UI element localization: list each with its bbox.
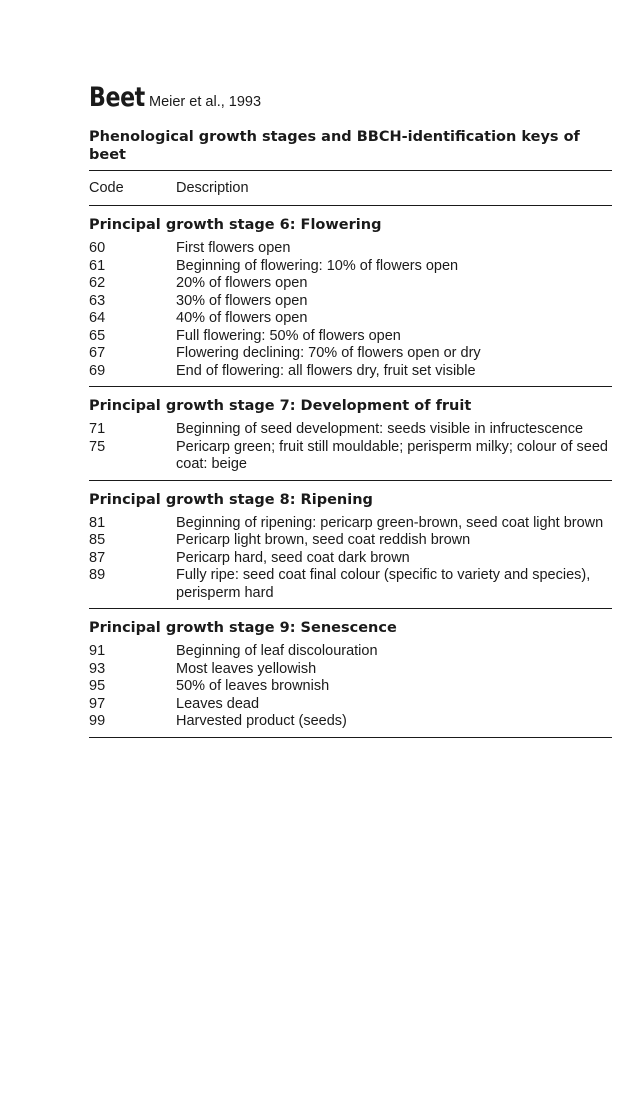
- stage-rows: [89, 240, 612, 386]
- stage-code: 60: [89, 240, 106, 256]
- title-line: [89, 82, 612, 118]
- stage-description: Beginning of seed development: seeds visible in infructescence: [176, 421, 584, 437]
- table-row: [89, 550, 612, 568]
- crop-name: Beet: [89, 82, 145, 113]
- code-column-header: Code: [89, 180, 124, 196]
- section-divider: [89, 205, 612, 206]
- table-header: [89, 171, 612, 205]
- stage-description: Leaves dead: [176, 695, 260, 712]
- stage-code: 97: [89, 695, 106, 712]
- stage-description: Full flowering: 50% of flowers open: [176, 327, 401, 344]
- description-column-header: Description: [176, 180, 249, 196]
- stage-description: 50% of leaves brownish: [176, 678, 330, 694]
- stage-description: 40% of flowers open: [176, 310, 308, 326]
- stage-code: 89: [89, 567, 106, 583]
- stage-description: Beginning of flowering: 10% of flowers open: [176, 257, 459, 274]
- stage-description: Pericarp green; fruit still mouldable; perisperm milky; colour of seed coat: beige: [176, 438, 608, 472]
- stage-code: 65: [89, 327, 106, 344]
- table-row: [89, 532, 612, 550]
- table-row: [89, 439, 612, 474]
- table-row: [89, 345, 612, 363]
- stage-code: 85: [89, 532, 106, 548]
- table-row: [89, 258, 612, 276]
- stage-code: 81: [89, 514, 106, 531]
- table-row: [89, 363, 612, 381]
- stage-description: Beginning of leaf discolouration: [176, 643, 378, 659]
- stage-code: 62: [89, 275, 106, 291]
- table-row: [89, 328, 612, 346]
- stage-code: 91: [89, 643, 106, 659]
- stage-code: 69: [89, 362, 106, 379]
- stage-description: Flowering declining: 70% of flowers open or dry: [176, 345, 481, 361]
- stage-code: 75: [89, 438, 106, 455]
- bottom-divider: [89, 737, 612, 738]
- section-divider: [89, 608, 612, 609]
- table-row: [89, 275, 612, 293]
- stage-code: 61: [89, 257, 106, 274]
- stage-heading: Principal growth stage 9: Senescence: [89, 620, 397, 636]
- stage-description: First flowers open: [176, 240, 291, 256]
- table-row: [89, 567, 612, 602]
- stage-code: 95: [89, 678, 106, 694]
- table-row: [89, 515, 612, 533]
- stage-description: Pericarp hard, seed coat dark brown: [176, 549, 410, 566]
- stage-code: 63: [89, 292, 106, 309]
- table-row: [89, 678, 612, 696]
- stage-code: 99: [89, 713, 106, 729]
- reference: Meier et al., 1993: [149, 94, 262, 110]
- section-divider: [89, 480, 612, 481]
- stage-heading: Principal growth stage 7: Development of fruit: [89, 398, 472, 414]
- section-divider: [89, 386, 612, 387]
- stage-heading: Principal growth stage 6: Flowering: [89, 217, 382, 233]
- table-row: [89, 696, 612, 714]
- stage-description: Harvested product (seeds): [176, 713, 347, 729]
- stage-description: Fully ripe: seed coat final colour (specific to variety and species), perisperm hard: [176, 567, 591, 601]
- stage-code: 71: [89, 421, 106, 437]
- stage-description: End of flowering: all flowers dry, fruit set visible: [176, 362, 476, 379]
- table-row: [89, 293, 612, 311]
- stage-description: Pericarp light brown, seed coat reddish brown: [176, 532, 471, 548]
- stage-rows: [89, 421, 612, 480]
- table-row: [89, 421, 612, 439]
- stage-code: 93: [89, 660, 106, 677]
- document-subtitle: Phenological growth stages and BBCH-identification keys of beet: [89, 129, 580, 163]
- stage-code: 87: [89, 549, 106, 566]
- stage-description: 30% of flowers open: [176, 292, 308, 309]
- document-page: [89, 82, 612, 738]
- stage-description: Beginning of ripening: pericarp green-brown, seed coat light brown: [176, 514, 604, 531]
- table-row: [89, 643, 612, 661]
- stages-table: [89, 205, 612, 738]
- stage-code: 67: [89, 345, 106, 361]
- table-row: [89, 310, 612, 328]
- stage-code: 64: [89, 310, 106, 326]
- table-row: [89, 713, 612, 731]
- table-row: [89, 661, 612, 679]
- stage-rows: [89, 515, 612, 609]
- stage-rows: [89, 643, 612, 737]
- stage-description: 20% of flowers open: [176, 275, 308, 291]
- table-row: [89, 240, 612, 258]
- stage-description: Most leaves yellowish: [176, 660, 317, 677]
- stage-heading: Principal growth stage 8: Ripening: [89, 491, 373, 508]
